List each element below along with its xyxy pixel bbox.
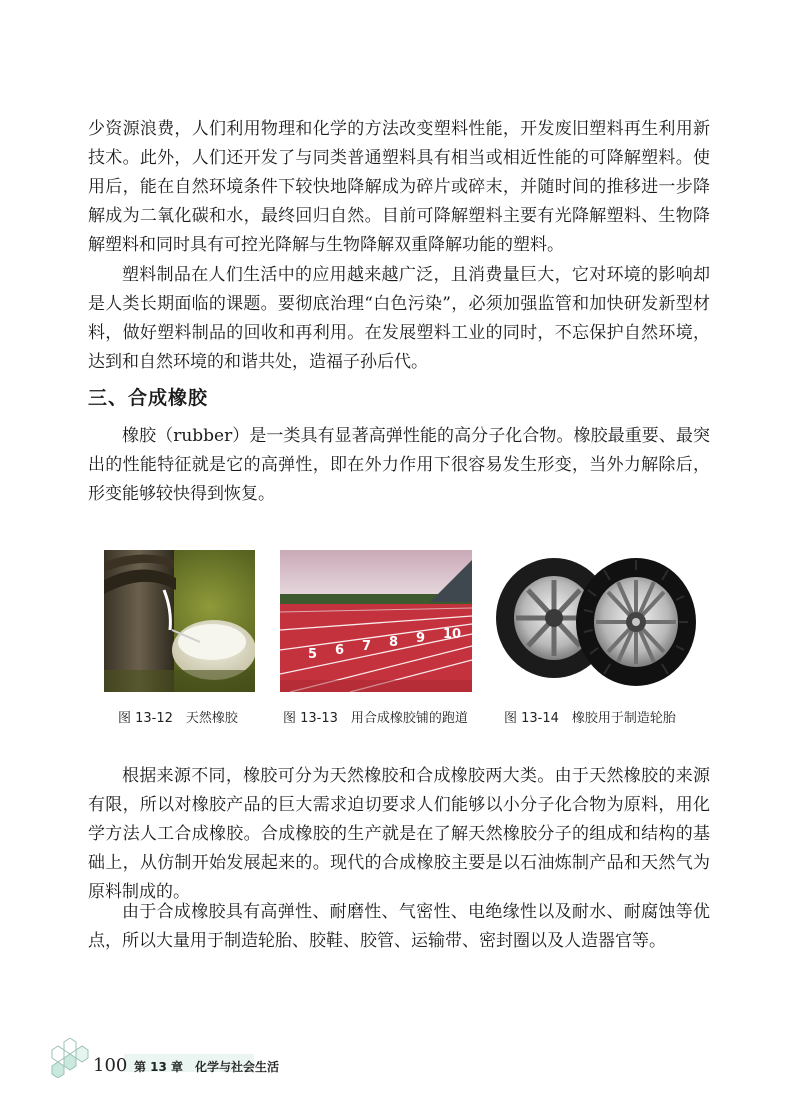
caption-figure-13-13: 图 13-13 用合成橡胶铺的跑道 — [283, 711, 468, 726]
figure-running-track — [280, 550, 472, 692]
paragraph-rubber-definition: 橡胶（rubber）是一类具有显著高弹性能的高分子化合物。橡胶最重要、最突出的性能特征就是它的高弹性，即在外力作用下很容易发生形变，当外力解除后，形变能够较快得到恢复。 — [88, 426, 710, 504]
section-heading: 三、合成橡胶 — [88, 387, 209, 409]
caption-figure-13-12: 图 13-12 天然橡胶 — [118, 711, 238, 726]
chapter-title: 第 13 章 化学与社会生活 — [134, 1060, 280, 1074]
paragraph-rubber-sources: 根据来源不同，橡胶可分为天然橡胶和合成橡胶两大类。由于天然橡胶的来源有限，所以对橡胶产品的巨大需求迫切要求人们能够以小分子化合物为原料，用化学方法人工合成橡胶。合成橡胶的生产就是在了解天然橡胶分子的组成和结构的基础上，从仿制开始发展起来的。现代的合成橡胶主要是以石油炼制产品和天然气为原料制成的。 — [88, 766, 710, 902]
figure-natural-rubber — [104, 550, 255, 692]
paragraph-plastic-recycling: 少资源浪费，人们利用物理和化学的方法改变塑料性能，开发废旧塑料再生利用新技术。此外，人们还开发了与同类普通塑料具有相当或相近性能的可降解塑料。使用后，能在自然环境条件下较快地降解成为碎片或碎末，并随时间的推移进一步降解成为二氧化碳和水，最终回归自然。目前可降解塑料主要有光降解塑料、生物降解塑料和同时具有可控光降解与生物降解双重降解功能的塑料。 — [88, 119, 710, 255]
paragraph-synthetic-rubber-uses: 由于合成橡胶具有高弹性、耐磨性、气密性、电绝缘性以及耐水、耐腐蚀等优点，所以大量用于制造轮胎、胶鞋、胶管、运输带、密封圈以及人造器官等。 — [88, 902, 710, 951]
lane-number: 9 — [416, 631, 426, 646]
lane-number: 8 — [389, 635, 399, 650]
tires-photo — [492, 550, 696, 692]
paragraph-white-pollution: 塑料制品在人们生活中的应用越来越广泛，且消费量巨大，它对环境的影响却是人类长期面临的课题。要彻底治理“白色污染”，必须加强监管和加快研发新型材料，做好塑料制品的回收和再利用。在发展塑料工业的同时，不忘保护自然环境，达到和自然环境的和谐共处，造福子孙后代。 — [88, 265, 710, 372]
natural-rubber-photo — [104, 550, 255, 692]
page-number: 100 — [93, 1055, 128, 1076]
caption-figure-13-14: 图 13-14 橡胶用于制造轮胎 — [504, 711, 676, 726]
running-track-photo — [280, 550, 472, 692]
lane-number: 7 — [362, 639, 372, 654]
lane-number: 5 — [308, 647, 318, 662]
lane-number: 6 — [335, 643, 345, 658]
lane-number: 10 — [443, 627, 462, 642]
figure-tires — [492, 550, 696, 692]
